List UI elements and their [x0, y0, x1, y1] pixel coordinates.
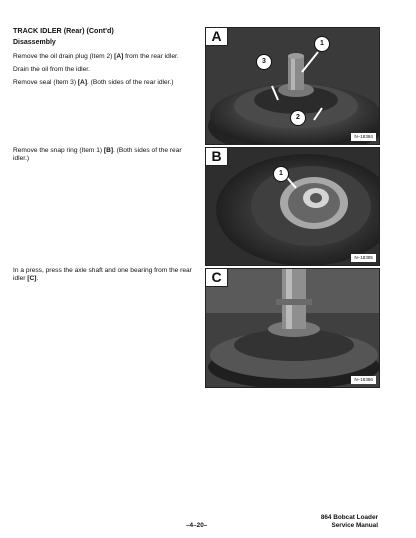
callout-1: 1 [314, 36, 330, 52]
step-text: Remove seal (Item 3) [13, 79, 78, 86]
idler-snap-ring-image [206, 148, 379, 265]
section-title: TRACK IDLER (Rear) (Cont'd) [13, 26, 114, 35]
section-subtitle: Disassembly [13, 39, 56, 46]
step-remove-drain-plug [13, 53, 198, 61]
figure-c-label: C [206, 269, 228, 287]
figure-reference: [C] [27, 275, 37, 283]
idler-drain-plug-image [206, 28, 379, 144]
figure-reference: [A] [77, 79, 88, 86]
step-remove-seal [13, 79, 198, 87]
callout-3: 3 [256, 54, 272, 70]
figure-b-ref: N–18385 [351, 254, 376, 262]
step-press-axle [13, 267, 195, 283]
step-drain-oil: Drain the oil from the idler. [13, 66, 90, 73]
step-text: . (Both sides of the rear idler.) [13, 147, 182, 163]
figure-reference: [B] [103, 147, 114, 154]
figure-c-photo [205, 268, 380, 388]
figure-a-photo [205, 27, 380, 145]
page-number: –4–20– [186, 522, 208, 529]
callout-1: 1 [273, 166, 289, 182]
manual-name: Service Manual [331, 521, 378, 529]
figure-a-label: A [206, 28, 228, 46]
step-text: Remove the snap ring (Item 1) [13, 147, 104, 154]
step-text: from the rear idler. [123, 53, 179, 60]
figure-b-label: B [206, 148, 228, 166]
product-name: 864 Bobcat Loader [320, 514, 378, 521]
figure-c-ref: N–18386 [351, 376, 376, 384]
figure-reference: [A] [114, 53, 124, 60]
callout-2: 2 [290, 110, 306, 126]
step-text: Remove the oil drain plug (Item 2) [13, 53, 115, 60]
step-text: . [36, 275, 39, 283]
figure-a-ref: N–18384 [351, 133, 376, 141]
manual-info [258, 514, 378, 529]
step-text: In a press, press the axle shaft and one bearing from the rear idler [13, 267, 192, 283]
step-text: . (Both sides of the rear idler.) [87, 79, 174, 86]
figure-b-photo [205, 147, 380, 266]
idler-press-image [206, 269, 379, 387]
step-remove-snap-ring [13, 147, 195, 163]
